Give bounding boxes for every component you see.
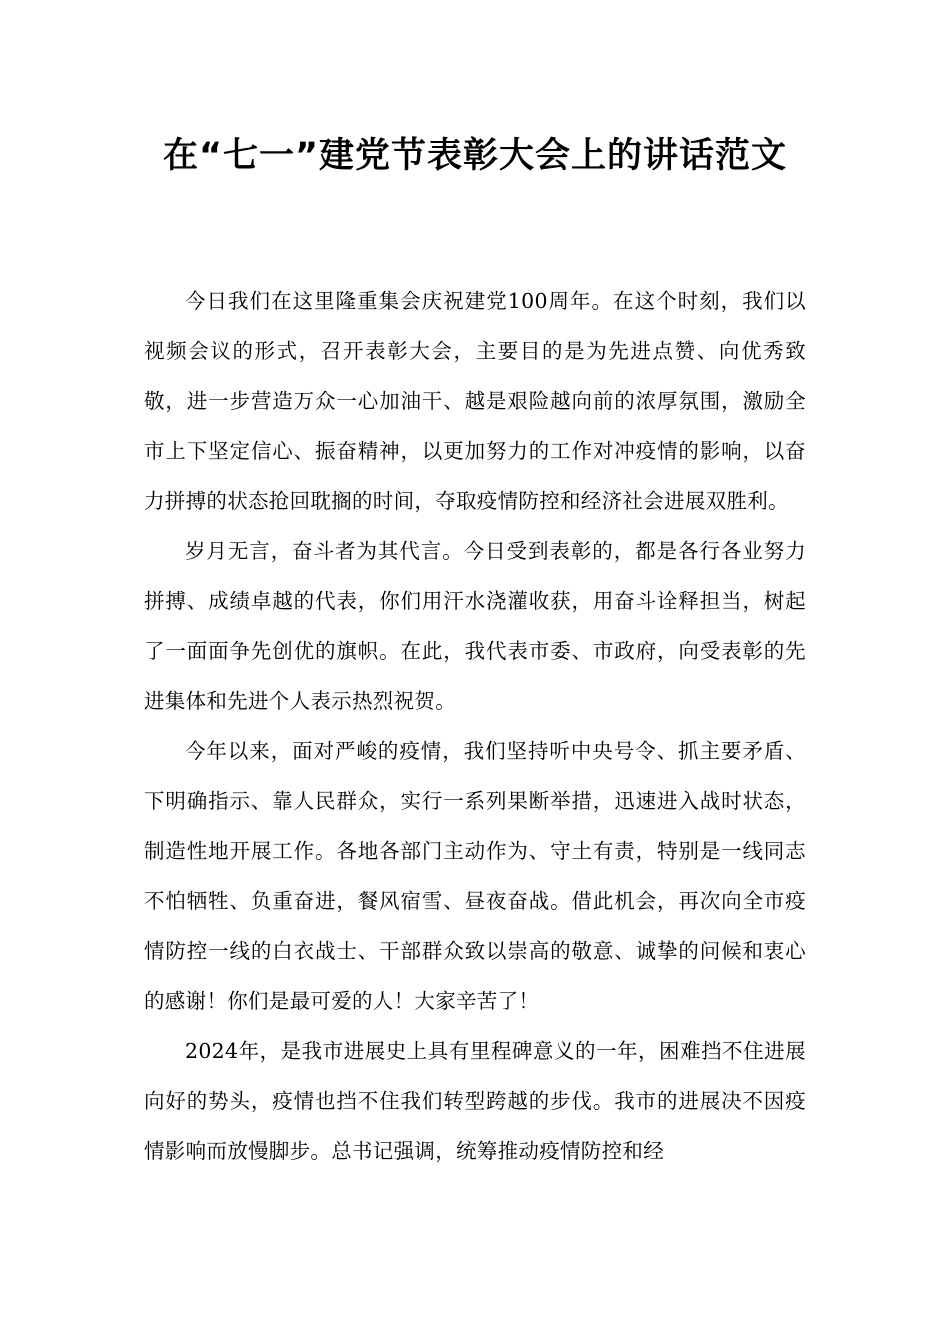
document-title: 在“七一”建党节表彰大会上的讲话范文 [162, 136, 787, 176]
paragraph-3: 今年以来，面对严峻的疫情，我们坚持听中央号令、抓主要矛盾、下明确指示、靠人民群众，实行一系列果断举措，迅速进入战时状态，制造性地开展工作。各地各部门主动作为、守土有责，特别是一线同志不怕牺牲、负重奋进，餐风宿雪、昼夜奋战。借此机会，再次向全市疫情防控一线的白衣战士、干部群众致以崇高的敬意、诚挚的问候和衷心的感谢！你们是最可爱的人！大家辛苦了！ [144, 739, 806, 1013]
paragraph-2: 岁月无言，奋斗者为其代言。今日受到表彰的，都是各行各业努力拼搏、成绩卓越的代表，你们用汗水浇灌收获，用奋斗诠释担当，树起了一面面争先创优的旗帜。在此，我代表市委、市政府，向受表彰的先进集体和先进个人表示热烈祝贺。 [144, 539, 806, 713]
paragraph-1: 今日我们在这里隆重集会庆祝建党100周年。在这个时刻，我们以视频会议的形式，召开表彰大会，主要目的是为先进点赞、向优秀致敬，进一步营造万众一心加油干、越是艰险越向前的浓厚氛围，激励全市上下坚定信心、振奋精神，以更加努力的工作对冲疫情的影响，以奋力拼搏的状态抢回耽搁的时间，夺取疫情防控和经济社会进展双胜利。 [144, 289, 806, 513]
document-body [144, 276, 806, 1176]
paragraph-4: 2024年，是我市进展史上具有里程碑意义的一年，困难挡不住进展向好的势头，疫情也挡不住我们转型跨越的步伐。我市的进展决不因疫情影响而放慢脚步。总书记强调，统筹推动疫情防控和经 [144, 1039, 806, 1163]
